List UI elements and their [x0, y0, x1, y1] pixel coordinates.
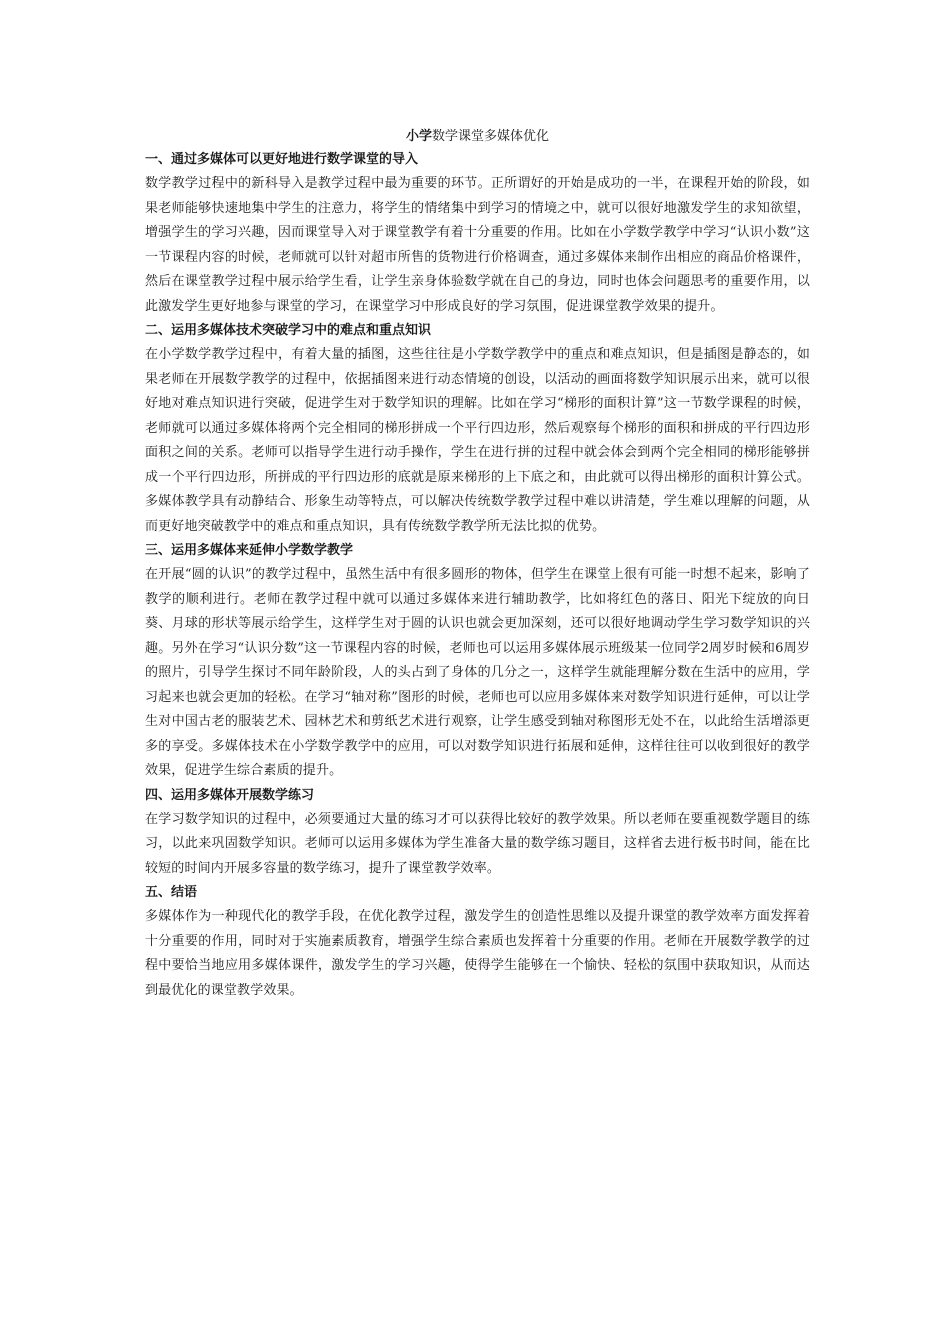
section-heading: 五、结语 [145, 885, 198, 900]
document-page [145, 126, 810, 1003]
section-body: 数学教学过程中的新科导入是教学过程中最为重要的环节。正所谓好的开始是成功的一半，在课程开始的阶段，如果老师能够快速地集中学生的注意力，将学生的情绪集中到学习的情境之中，就可以很好地激发学生的求知欲望，增强学生的学习兴趣，因而课堂导入对于课堂教学有着十分重要的作用。比如在小学数学教学中学习“认识小数”这一节课程内容的时候，老师就可以针对超市所售的货物进行价格调查，通过多媒体来制作出相应的商品价格课件，然后在课堂教学过程中展示给学生看，让学生亲身体验数学就在自己的身边，同时也体会问题思考的重要作用，以此激发学生更好地参与课堂的学习，在课堂学习中形成良好的学习氛围，促进课堂教学效果的提升。 [145, 176, 810, 314]
section-body: 在开展“圆的认识”的教学过程中，虽然生活中有很多圆形的物体，但学生在课堂上很有可能一时想不起来，影响了教学的顺利进行。老师在教学过程中就可以通过多媒体来进行辅助教学，比如将红色的落日、阳光下绽放的向日葵、月球的形状等展示给学生，这样学生对于圆的认识也就会更加深刻，还可以很好地调动学生学习数学知识的兴趣。另外在学习“认识分数”这一节课程内容的时候，老师也可以运用多媒体展示班级某一位同学2周岁时候和6周岁的照片，引导学生探讨不同年龄阶段，人的头占到了身体的几分之一，这样学生就能理解分数在生活中的应用，学习起来也就会更加的轻松。在学习“轴对称”图形的时候，老师也可以应用多媒体来对数学知识进行延伸，可以让学生对中国古老的服装艺术、园林艺术和剪纸艺术进行观察，让学生感受到轴对称图形无处不在，以此给生活增添更多的享受。多媒体技术在小学数学教学中的应用，可以对数学知识进行拓展和延伸，这样往往可以收到很好的教学效果，促进学生综合素质的提升。 [145, 567, 810, 778]
section-1 [145, 148, 810, 319]
section-heading: 四、运用多媒体开展数学练习 [145, 787, 315, 803]
section-4 [145, 784, 810, 882]
section-body: 在小学数学教学过程中，有着大量的插图，这些往往是小学数学教学中的重点和难点知识，但是插图是静态的，如果老师在开展数学教学的过程中，依据插图来进行动态情境的创设，以活动的画面将数学知识展示出来，就可以很好地对难点知识进行突破，促进学生对于数学知识的理解。比如在学习“梯形的面积计算”这一节数学课程的时候，老师就可以通过多媒体将两个完全相同的梯形拼成一个平行四边形，然后观察每个梯形的面积和拼成的平行四边形面积之间的关系。老师可以指导学生进行动手操作，学生在进行拼的过程中就会体会到两个完全相同的梯形能够拼成一个平行四边形，所拼成的平行四边形的底就是原来梯形的上下底之和，由此就可以得出梯形的面积计算公式。多媒体教学具有动静结合、形象生动等特点，可以解决传统数学教学过程中难以讲清楚，学生难以理解的问题，从而更好地突破教学中的难点和重点知识，具有传统数学教学所无法比拟的优势。 [145, 347, 810, 534]
section-5 [145, 881, 810, 1003]
document-title [145, 126, 810, 148]
section-body: 在学习数学知识的过程中，必须要通过大量的练习才可以获得比较好的教学效果。所以老师在要重视数学题目的练习，以此来巩固数学知识。老师可以运用多媒体为学生准备大量的数学练习题目，这样省去进行板书时间，能在比较短的时间内开展多容量的数学练习，提升了课堂教学效率。 [145, 811, 810, 876]
section-body: 多媒体作为一种现代化的教学手段，在优化教学过程，激发学生的创造性思维以及提升课堂的教学效率方面发挥着十分重要的作用，同时对于实施素质教育，增强学生综合素质也发挥着十分重要的作用。老师在开展数学教学的过程中要恰当地应用多媒体课件，激发学生的学习兴趣，使得学生能够在一个愉快、轻松的氛围中获取知识，从而达到最优化的课堂教学效果。 [145, 909, 810, 998]
section-heading: 二、运用多媒体技术突破学习中的难点和重点知识 [145, 323, 432, 338]
document-title-rest: 数学课堂多媒体优化 [432, 129, 550, 144]
section-heading: 一、通过多媒体可以更好地进行数学课堂的导入 [145, 152, 419, 167]
document-title-bold: 小学 [405, 129, 432, 144]
section-3 [145, 539, 810, 784]
section-2 [145, 319, 810, 539]
section-heading: 三、运用多媒体来延伸小学数学教学 [145, 543, 354, 558]
